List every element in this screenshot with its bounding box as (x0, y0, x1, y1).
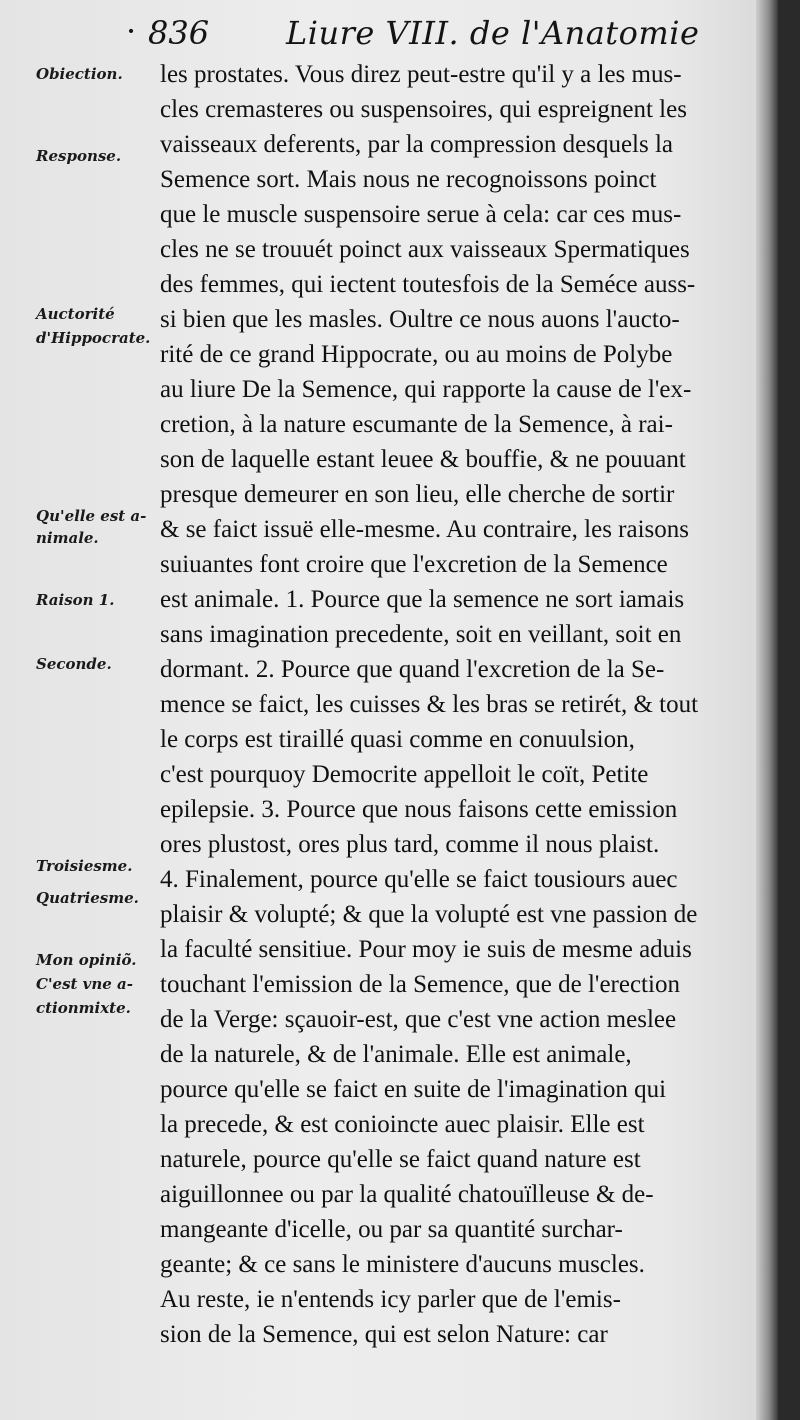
margin-note-reason-1: Raison 1. (36, 591, 115, 609)
margin-note-objection: Obiection. (36, 65, 123, 83)
text-line: des femmes, qui iectent toutesfois de la Seméce auss- (160, 271, 696, 298)
text-line: vaisseaux deferents, par la compression desquels la (160, 131, 674, 158)
text-line: & se faict issuë elle-mesme. Au contraire, les raisons (160, 516, 690, 543)
running-title: Liure VIII. de l'Anatomie (286, 14, 700, 52)
margin-note-animal-cont: nimale. (36, 529, 99, 547)
text-line: dormant. 2. Pource que quand l'excretion de la Se- (160, 656, 665, 683)
margin-note-response: Response. (36, 147, 122, 165)
margin-note-mixed-action: C'est vne a- (36, 975, 134, 993)
text-line: Semence sort. Mais nous ne recognoissons poinct (160, 166, 657, 193)
text-line: sion de la Semence, qui est selon Nature: car (160, 1321, 608, 1348)
margin-note-hippocrates: d'Hippocrate. (36, 329, 151, 347)
text-line: ores plustost, ores plus tard, comme il nous plaist. (160, 831, 660, 858)
text-line: mangeante d'icelle, ou par sa quantité surchar- (160, 1216, 623, 1243)
text-line: presque demeurer en son lieu, elle cherche de sortir (160, 481, 675, 508)
text-line: le corps est tiraillé quasi comme en conuulsion, (160, 726, 635, 753)
margin-note-fourth: Quatriesme. (36, 889, 139, 907)
text-line: est animale. 1. Pource que la semence ne sort iamais (160, 586, 685, 613)
margin-note-authority: Auctorité (36, 305, 115, 323)
text-line: sans imagination precedente, soit en veillant, soit en (160, 621, 682, 648)
text-line: rité de ce grand Hippocrate, ou au moins de Polybe (160, 341, 673, 368)
text-line: c'est pourquoy Democrite appelloit le coït, Petite (160, 761, 649, 788)
text-line: cles cremasteres ou suspensoires, qui espreignent les (160, 96, 687, 123)
text-line: son de laquelle estant leuee & bouffie, & ne pouuant (160, 446, 686, 473)
text-line: epilepsie. 3. Pource que nous faisons cette emission (160, 796, 678, 823)
text-line: touchant l'emission de la Semence, que de l'erection (160, 971, 680, 998)
text-line: mence se faict, les cuisses & les bras se retirét, & tout (160, 691, 699, 718)
margin-note-second: Seconde. (36, 655, 112, 673)
text-line: suiuantes font croire que l'excretion de la Semence (160, 551, 668, 578)
page-number: · 836 (148, 14, 209, 52)
text-line: 4. Finalement, pource qu'elle se faict tousiours auec (160, 866, 678, 893)
margin-note-opinion: Mon opiniõ. (36, 951, 137, 969)
text-line: de la naturele, & de l'animale. Elle est animale, (160, 1041, 632, 1068)
text-line: au liure De la Semence, qui rapporte la cause de l'ex- (160, 376, 692, 403)
text-line: plaisir & volupté; & que la volupté est vne passion de (160, 901, 698, 928)
text-line: Au reste, ie n'entends icy parler que de l'emis- (160, 1286, 621, 1313)
text-line: si bien que les masles. Oultre ce nous auons l'aucto- (160, 306, 680, 333)
text-line: cretion, à la nature escumante de la Semence, à rai- (160, 411, 673, 438)
text-line: geante; & ce sans le ministere d'aucuns muscles. (160, 1251, 645, 1278)
text-line: aiguillonnee ou par la qualité chatouïlleuse & de- (160, 1181, 654, 1208)
text-line: pource qu'elle se faict en suite de l'imagination qui (160, 1076, 667, 1103)
text-line: cles ne se trouuét poinct aux vaisseaux Spermatiques (160, 236, 690, 263)
margin-note-animal: Qu'elle est a- (36, 507, 147, 525)
text-line: la precede, & est conioincte auec plaisir. Elle est (160, 1111, 645, 1138)
margin-note-mixed-action-cont: ctionmixte. (36, 999, 131, 1017)
margin-note-third: Troisiesme. (36, 857, 133, 875)
text-line: naturele, pource qu'elle se faict quand nature est (160, 1146, 641, 1173)
text-line: de la Verge: sçauoir-est, que c'est vne action meslee (160, 1006, 677, 1033)
text-line: que le muscle suspensoire serue à cela: car ces mus- (160, 201, 682, 228)
text-line: la faculté sensitiue. Pour moy ie suis de mesme aduis (160, 936, 692, 963)
text-line: les prostates. Vous direz peut-estre qu'il y a les mus- (160, 61, 682, 88)
